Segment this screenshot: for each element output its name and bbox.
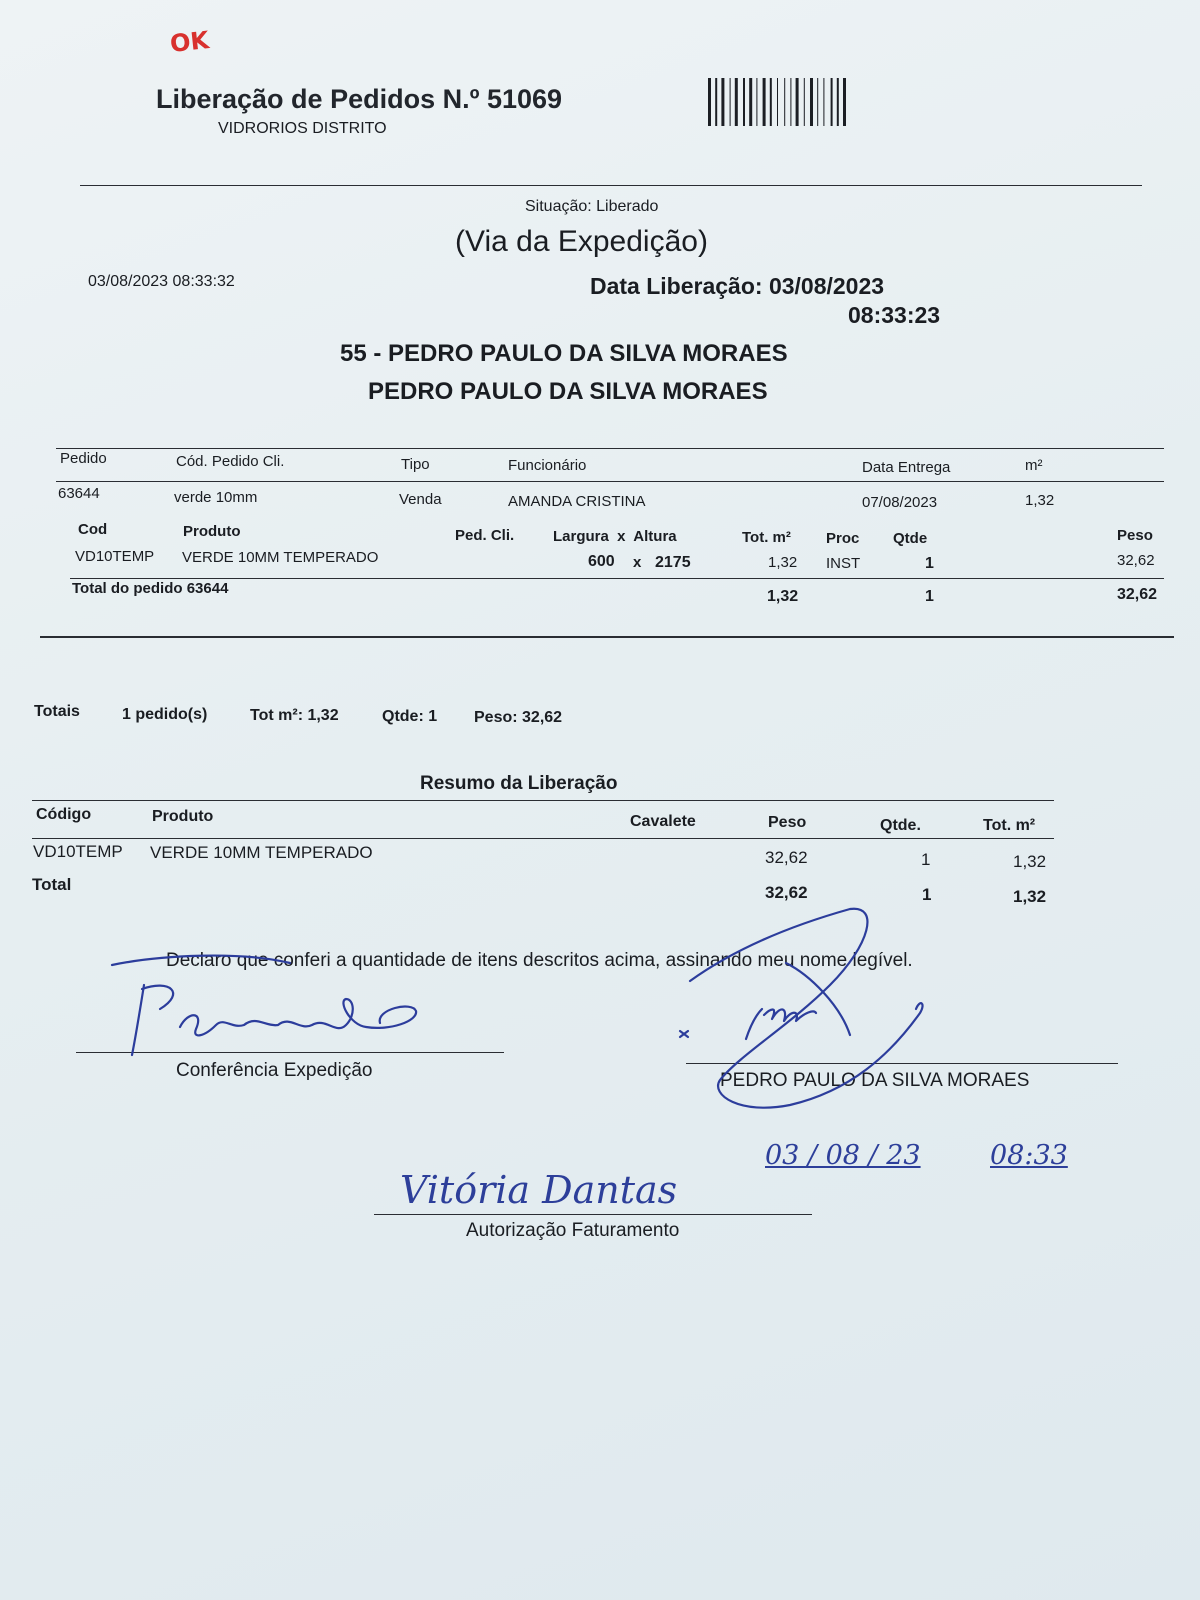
resumo-qtde-header: Qtde.	[880, 817, 921, 834]
col-cod-pedido-header: Cód. Pedido Cli.	[176, 453, 285, 470]
resumo-header-line	[32, 838, 1054, 839]
item-altura-value: 2175	[655, 554, 691, 571]
data-entrega-value: 07/08/2023	[862, 494, 938, 511]
client-signature	[680, 905, 940, 1125]
item-tot-m2-value: 1,32	[768, 554, 798, 571]
col-funcionario-header: Funcionário	[508, 457, 587, 474]
totais-qtde: Qtde: 1	[382, 708, 438, 725]
client-line-2: PEDRO PAULO DA SILVA MORAES	[368, 378, 768, 405]
data-liberacao-time: 08:33:23	[848, 302, 941, 328]
col-tipo-header: Tipo	[401, 456, 430, 473]
item-peso-value: 32,62	[1117, 552, 1155, 569]
data-liberacao: Data Liberação: 03/08/2023	[590, 273, 885, 299]
order-total-m2: 1,32	[767, 588, 799, 605]
barcode	[708, 78, 894, 128]
resumo-cavalete-header: Cavalete	[630, 813, 696, 830]
resumo-peso-value: 32,62	[765, 848, 808, 867]
item-total-line	[70, 578, 1164, 579]
order-total-qtde: 1	[925, 588, 934, 605]
item-proc-value: INST	[826, 555, 861, 572]
item-proc-header: Proc	[826, 530, 860, 547]
print-datetime: 03/08/2023 08:33:32	[88, 273, 235, 290]
resumo-tot-m2-value: 1,32	[1013, 852, 1047, 871]
item-produto-value: VERDE 10MM TEMPERADO	[182, 549, 379, 566]
item-produto-header: Produto	[183, 523, 241, 540]
col-m2-header: m²	[1025, 457, 1043, 474]
conferencia-signature	[100, 955, 440, 1055]
faturamento-signature-line	[374, 1214, 812, 1215]
faturamento-label: Autorização Faturamento	[466, 1220, 680, 1241]
totais-label: Totais	[34, 703, 80, 720]
resumo-peso-header: Peso	[768, 814, 807, 831]
col-data-entrega-header: Data Entrega	[862, 459, 951, 476]
tipo-value: Venda	[399, 491, 442, 508]
client-signature-label: PEDRO PAULO DA SILVA MORAES	[720, 1070, 1030, 1091]
funcionario-value: AMANDA CRISTINA	[508, 493, 646, 510]
m2-value: 1,32	[1025, 492, 1055, 509]
resumo-produto-value: VERDE 10MM TEMPERADO	[150, 843, 373, 862]
pedido-value: 63644	[58, 485, 100, 502]
cod-pedido-value: verde 10mm	[174, 489, 258, 506]
order-bottom-line	[40, 636, 1174, 638]
item-largura-altura-header: Largura x Altura	[553, 528, 677, 545]
conferencia-label: Conferência Expedição	[176, 1060, 373, 1081]
item-tot-m2-header: Tot. m²	[742, 529, 791, 546]
resumo-total-qtde: 1	[922, 885, 932, 904]
resumo-title: Resumo da Liberação	[420, 773, 618, 794]
item-cod-header: Cod	[78, 521, 108, 538]
handwritten-date: 03 / 08 / 23	[765, 1140, 921, 1171]
totais-peso: Peso: 32,62	[474, 709, 563, 726]
client-line-1: 55 - PEDRO PAULO DA SILVA MORAES	[340, 340, 788, 367]
item-qtde-header: Qtde	[893, 530, 928, 547]
resumo-codigo-header: Código	[36, 806, 92, 823]
resumo-total-label: Total	[32, 875, 72, 894]
order-top-line	[56, 448, 1164, 449]
item-peso-header: Peso	[1117, 527, 1153, 544]
resumo-qtde-value: 1	[921, 850, 931, 869]
via-text: (Via da Expedição)	[455, 225, 708, 258]
declaration-text: Declaro que conferi a quantidade de itens descritos acima, assinando meu nome legível.	[166, 950, 913, 971]
resumo-produto-header: Produto	[152, 808, 214, 825]
document-title: Liberação de Pedidos N.º 51069	[156, 84, 563, 114]
handwritten-name: Vitória Dantas	[400, 1168, 678, 1212]
handwritten-time: 08:33	[990, 1140, 1068, 1171]
item-ped-cli-header: Ped. Cli.	[455, 527, 515, 544]
resumo-total-peso: 32,62	[765, 883, 808, 902]
resumo-tot-m2-header: Tot. m²	[983, 817, 1036, 834]
company-name: VIDRORIOS DISTRITO	[218, 120, 387, 137]
order-total-peso: 32,62	[1117, 586, 1158, 603]
item-largura-value: 600	[588, 553, 615, 570]
resumo-codigo-value: VD10TEMP	[33, 842, 123, 861]
order-header-line	[56, 481, 1164, 482]
col-pedido-header: Pedido	[60, 450, 107, 467]
totais-pedidos: 1 pedido(s)	[122, 706, 208, 723]
item-qtde-value: 1	[925, 555, 934, 572]
item-x: x	[633, 554, 642, 571]
situacao-text: Situação: Liberado	[525, 198, 659, 215]
header-divider	[80, 185, 1142, 186]
totais-tot-m2: Tot m²: 1,32	[250, 707, 339, 724]
ok-stamp: OK	[168, 26, 211, 58]
resumo-total-tot-m2: 1,32	[1013, 887, 1047, 906]
resumo-top-line	[32, 800, 1054, 801]
item-cod-value: VD10TEMP	[75, 548, 155, 565]
order-total-label: Total do pedido 63644	[72, 580, 229, 597]
